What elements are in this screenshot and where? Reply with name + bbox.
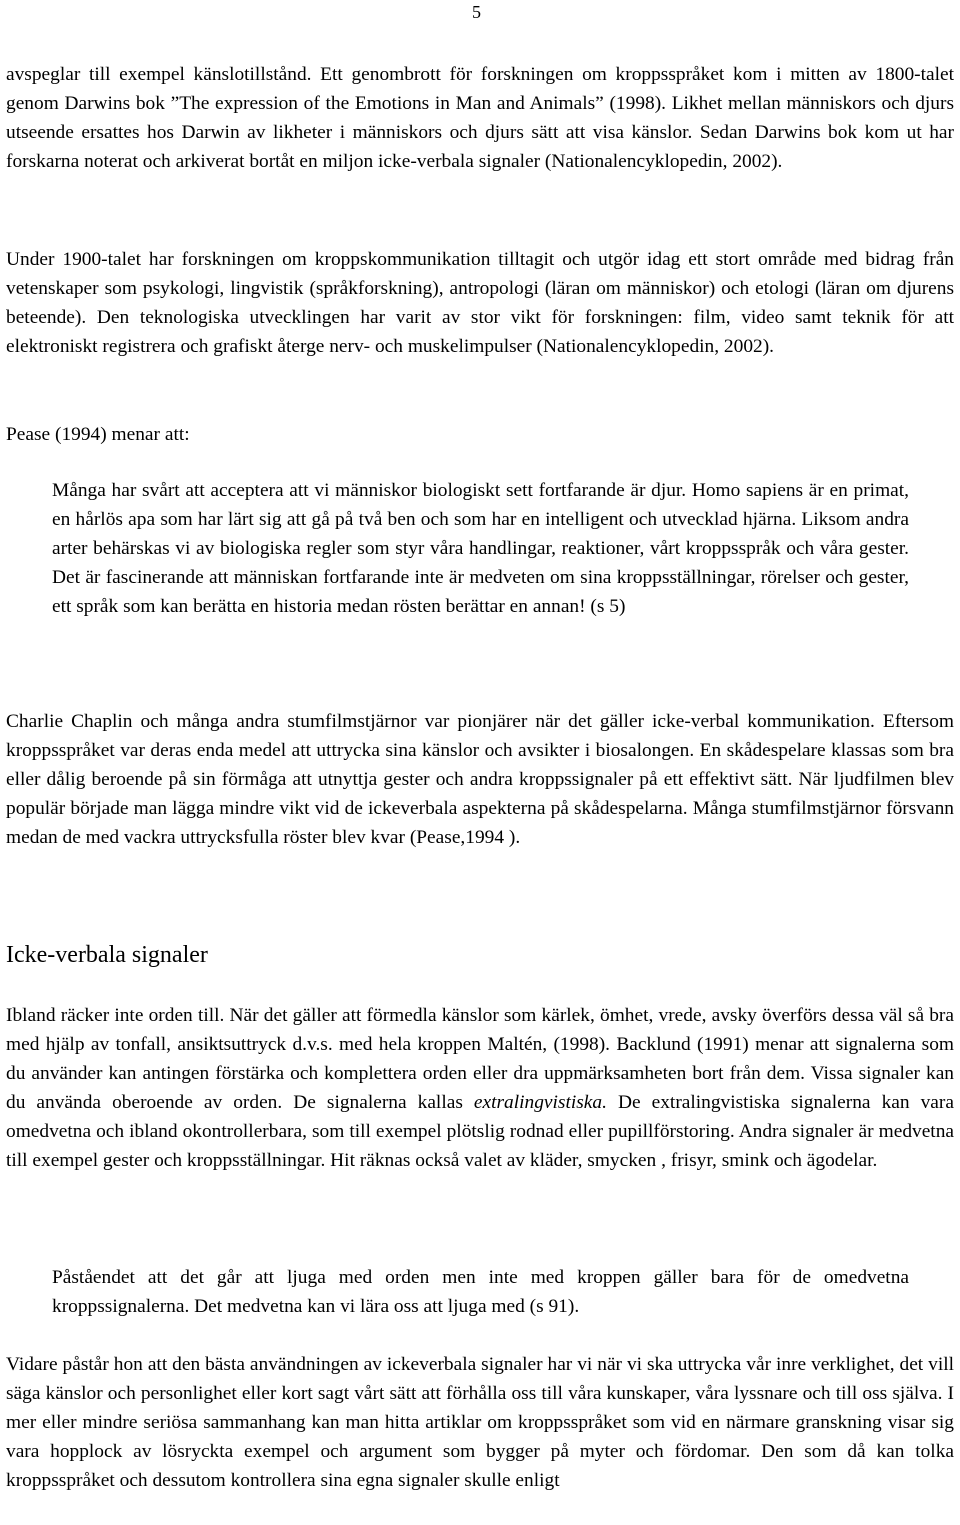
paragraph-vidare: Vidare påstår hon att den bästa användningen av ickeverbala signaler har vi när vi ska uttrycka vår inre verklighet, det vill säga känslor och personlighet eller kort sagt vårt sätt att förhålla oss till våra kunskaper, våra lyssnare och till oss själva. I mer eller mindre seriösa sammanhang kan man hitta artiklar om kroppsspråket som vid en närmare granskning visar sig vara hopplock av lösryckta exempel och argument som bygger på myter och fördomar. Den som då kan tolka kroppsspråket och dessutom kontrollera sina egna signaler skulle enligt <box>6 1354 954 1491</box>
page-number: 5 <box>472 2 481 22</box>
emphasized-term: extralingvistiska. <box>473 1092 607 1113</box>
paragraph-chaplin: Charlie Chaplin och många andra stumfilmstjärnor var pionjärer när det gäller icke-verbal kommunikation. Eftersom kroppsspråket var deras enda medel att uttrycka sina känslor och avsikter i biosalongen. En skådespelare klassas som bra eller dålig beroende på sin förmåga att utnyttja gester och andra kroppssignaler på ett effektivt sätt. När ljudfilmen blev populär började man lägga mindre vikt vid de ickeverbala aspekterna på skådespelarna. Många stumfilmstjärnor försvann medan de med vackra uttrycksfulla röster blev kvar (Pease,1994 ). <box>6 711 954 848</box>
paragraph-text-part: De extralingvistiska signalerna kan vara omedvetna och ibland okontrollerbara, som till exempel plötslig rodnad eller pupillförstoring. Andra signaler är medvetna till exempel gester och kroppsställningar. Hit räknas också valet av kläder, smycken , frisyr, smink och ägodelar. <box>6 1092 954 1171</box>
paragraph-icke-verbala <box>6 1001 954 1175</box>
paragraph-pease-intro: Pease (1994) menar att: <box>6 424 190 445</box>
paragraph-1900-talet: Under 1900-talet har forskningen om kroppskommunikation tilltagit och utgör idag ett stort område med bidrag från vetenskaper som psykologi, lingvistik (språkforskning), antropologi (läran om människor) och etologi (läran om djurens beteende). Den teknologiska utvecklingen har varit av stor vikt för forskningen: film, video samt teknik för att elektroniskt registrera och grafiskt återge nerv- och muskelimpulser (Nationalencyklopedin, 2002). <box>6 249 954 357</box>
section-heading: Icke-verbala signaler <box>6 942 208 968</box>
block-quote-pease: Många har svårt att acceptera att vi människor biologiskt sett fortfarande är djur. Homo sapiens är en primat, en hårlös apa som har lärt sig att gå på två ben och som har en intelligent och utvecklad hjärna. Liksom andra arter behärskas vi av biologiska regler som styr våra handlingar, reaktioner, vårt kroppsspråk och våra gester. Det är fascinerande att människan fortfarande inte är medveten om sina kroppsställningar, rörelser och gester, ett språk som kan berätta en historia medan rösten berättar en annan! (s 5) <box>52 480 909 617</box>
block-quote-backlund: Påståendet att det går att ljuga med orden men inte med kroppen gäller bara för de omedvetna kroppssignalerna. Det medvetna kan vi lära oss att ljuga med (s 91). <box>52 1267 909 1317</box>
paragraph-darwin: avspeglar till exempel känslotillstånd. Ett genombrott för forskningen om kroppsspråket kom i mitten av 1800-talet genom Darwins bok ”The expression of the Emotions in Man and Animals” (1998). Likhet mellan människors och djurs utseende ersattes hos Darwin av likheter i människors och djurs sätt att visa känslor. Sedan Darwins bok kom ut har forskarna noterat och arkiverat bortåt en miljon icke-verbala signaler (Nationalencyklopedin, 2002). <box>6 64 954 172</box>
paragraph-text-part: Ibland räcker inte orden till. När det gäller att förmedla känslor som kärlek, ömhet, vrede, avsky överförs dessa väl så bra med hjälp av tonfall, ansiktsuttryck d.v.s. med hela kroppen Maltén, (1998). Backlund (1991) menar att signalerna som du använder kan antingen förstärka och komplettera orden eller dra uppmärksamheten bort från dem. Vissa signaler kan du använda oberoende av orden. De signalerna kallas <box>6 1005 954 1113</box>
